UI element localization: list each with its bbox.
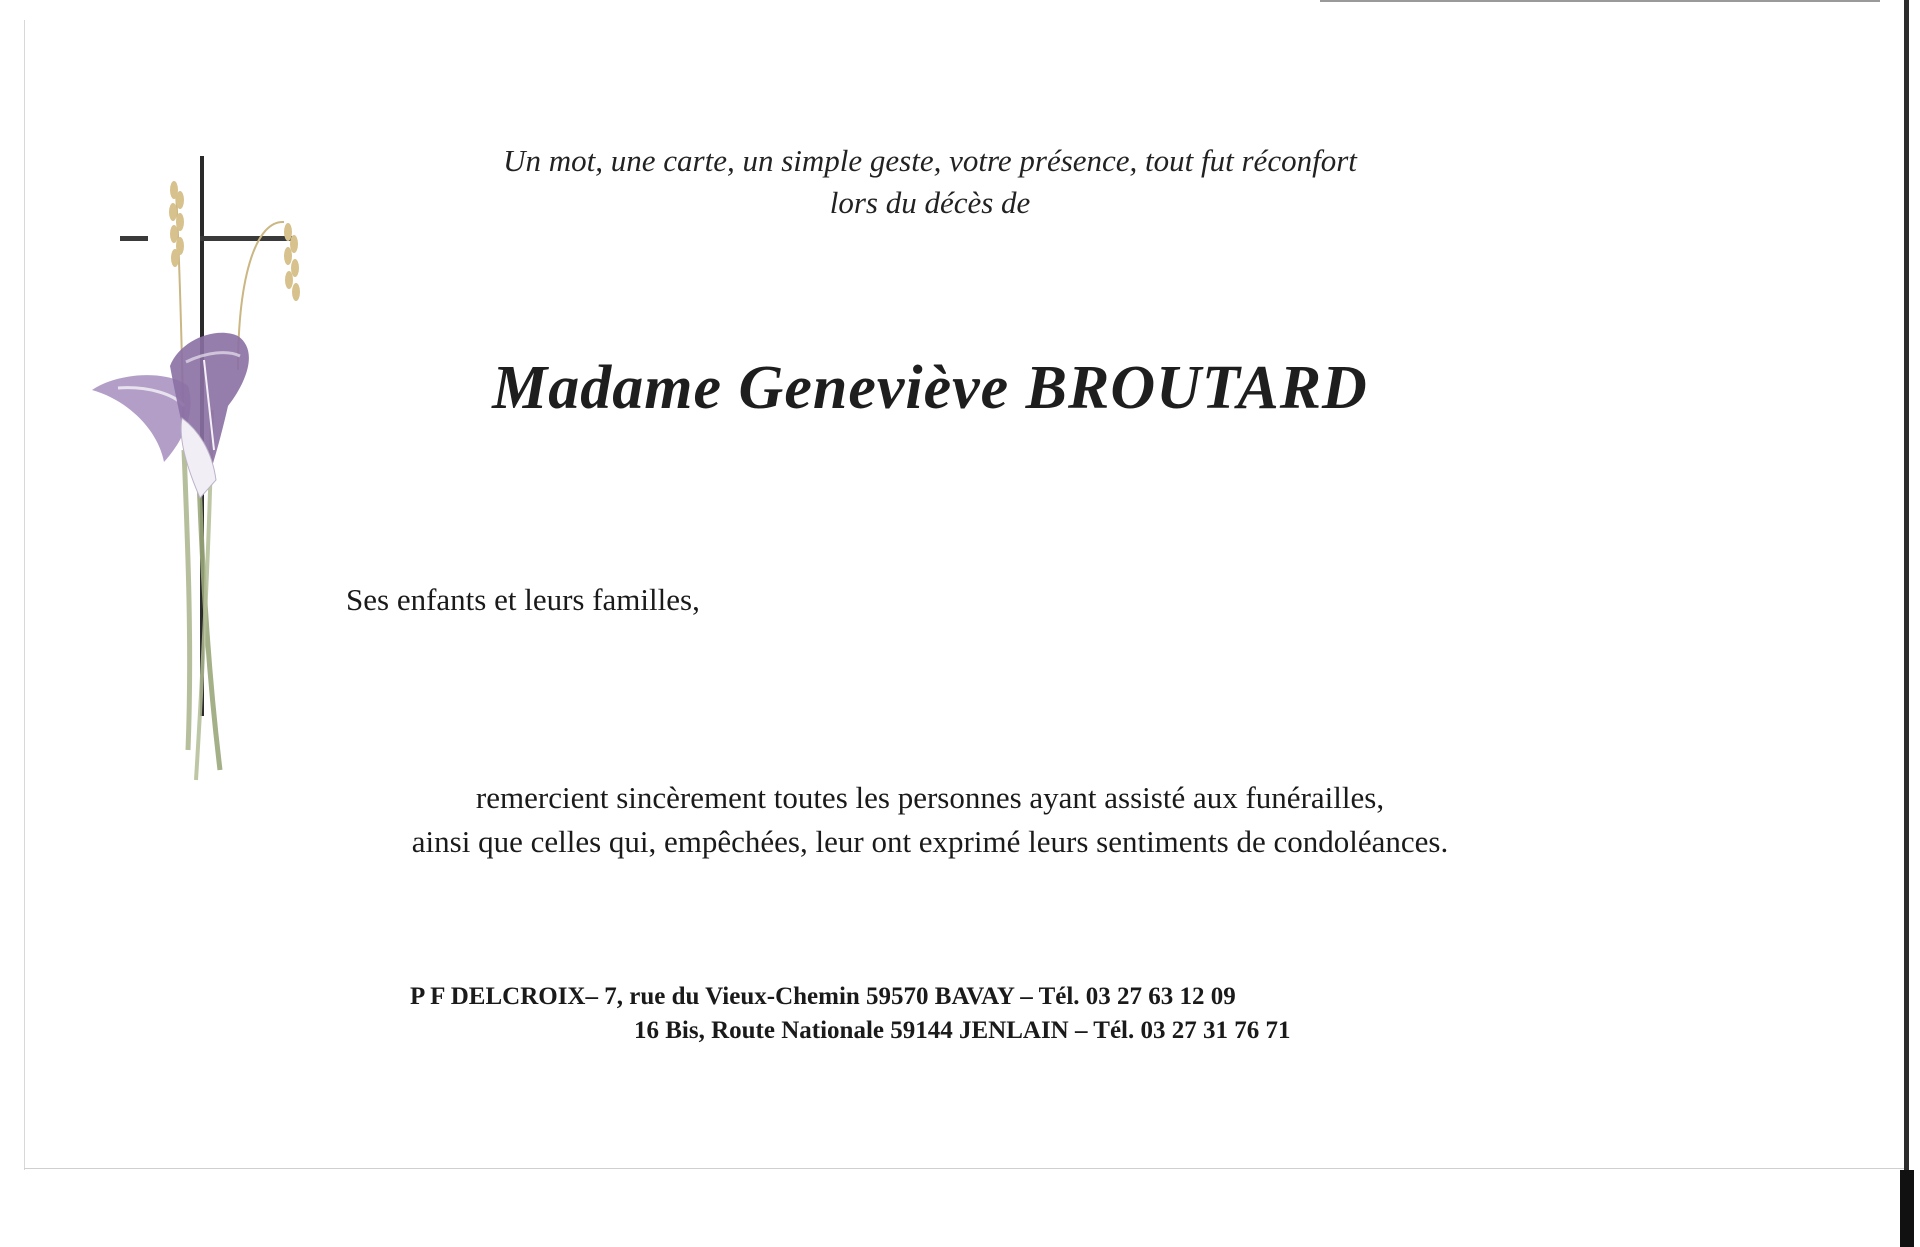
card-left-edge <box>24 20 25 1170</box>
thanks-text <box>280 776 1580 864</box>
cross-beam-left <box>120 236 148 241</box>
intro-line-1: Un mot, une carte, un simple geste, votre présence, tout fut réconfort <box>503 143 1357 178</box>
cross-beam-right <box>200 236 292 241</box>
intro-line-2: lors du décès de <box>829 185 1031 220</box>
contact-line-2: 16 Bis, Route Nationale 59144 JENLAIN – Tél. 03 27 31 76 71 <box>634 1017 1291 1044</box>
scan-right-border-bottom <box>1900 1170 1914 1247</box>
family-line: Ses enfants et leurs familles, <box>346 582 700 617</box>
deceased-name: Madame Geneviève BROUTARD <box>492 354 1368 422</box>
wheat-right <box>284 223 300 301</box>
wheat-left <box>169 181 184 267</box>
thanks-line-2: ainsi que celles qui, empêchées, leur ont exprimé leurs sentiments de condoléances. <box>411 824 1449 859</box>
scan-right-border <box>1904 0 1909 1247</box>
card-bottom-edge <box>24 1168 1904 1169</box>
scan-top-edge <box>1320 0 1880 2</box>
cross-with-calla-lilies-and-wheat-icon <box>88 150 328 810</box>
funeral-home-contact <box>410 980 1291 1048</box>
contact-line-1: P F DELCROIX– 7, rue du Vieux-Chemin 59570 BAVAY – Tél. 03 27 63 12 09 <box>410 983 1236 1010</box>
intro-text <box>380 140 1480 224</box>
thanks-line-1: remercient sincèrement toutes les personnes ayant assisté aux funérailles, <box>475 780 1385 815</box>
